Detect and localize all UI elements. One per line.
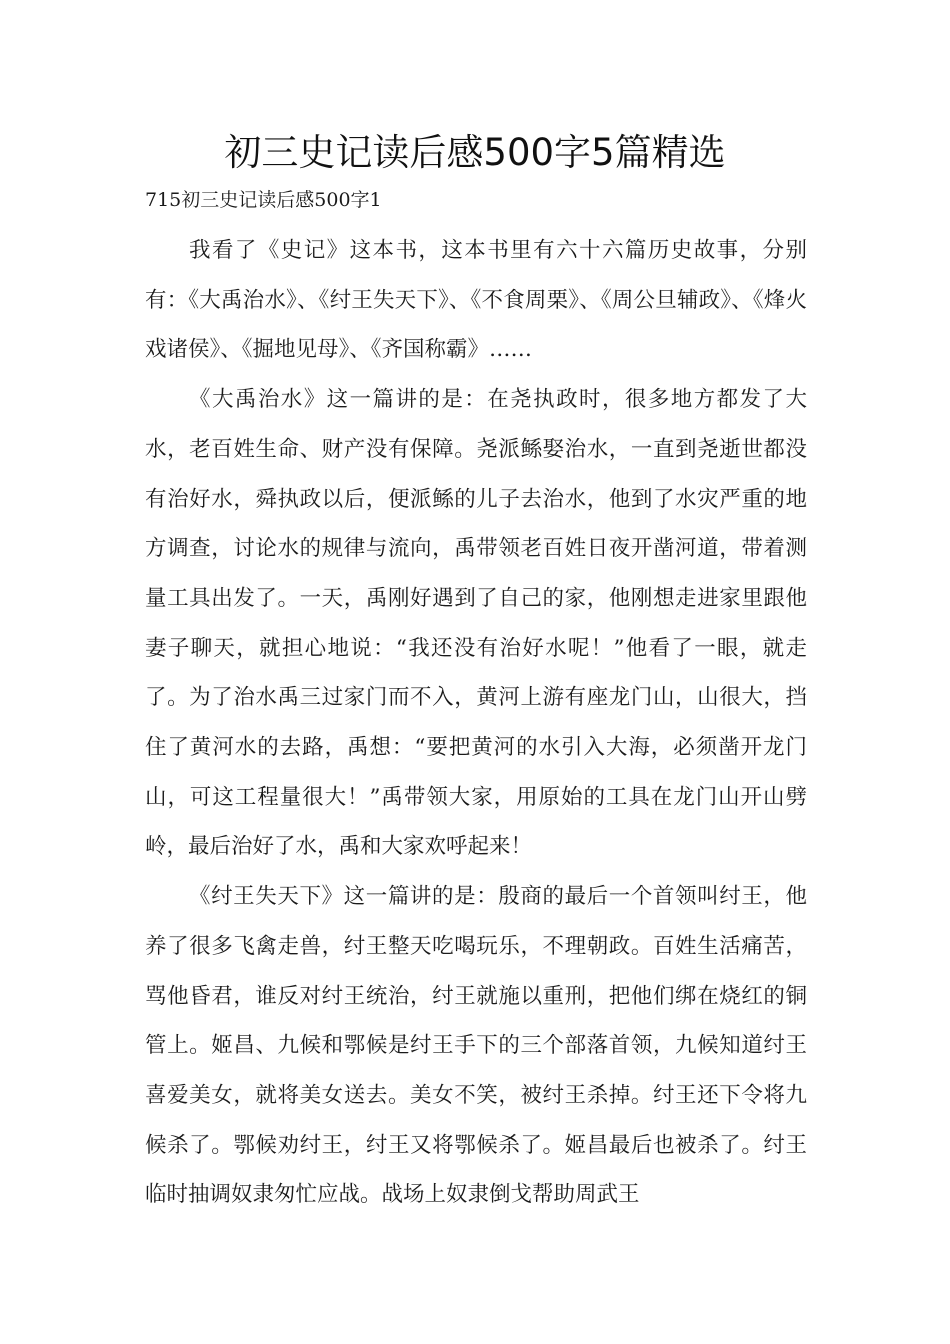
document-body (145, 226, 807, 1220)
paragraph-dayu-zhishui: 《大禹治水》这一篇讲的是：在尧执政时，很多地方都发了大水，老百姓生命、财产没有保障。尧派鲧娶治水，一直到尧逝世都没有治好水，舜执政以后，便派鲧的儿子去治水，他到了水灾严重的地方调查，讨论水的规律与流向，禹带领老百姓日夜开凿河道，带着测量工具出发了。一天，禹刚好遇到了自己的家，他刚想走进家里跟他妻子聊天，就担心地说：“我还没有治好水呢！”他看了一眼，就走了。为了治水禹三过家门而不入，黄河上游有座龙门山，山很大，挡住了黄河水的去路，禹想：“要把黄河的水引入大海，必须凿开龙门山，可这工程量很大！”禹带领大家，用原始的工具在龙门山开山劈岭，最后治好了水，禹和大家欢呼起来！ (145, 387, 807, 860)
paragraph-intro: 我看了《史记》这本书，这本书里有六十六篇历史故事，分别有：《大禹治水》、《纣王失天下》、《不食周栗》、《周公旦辅政》、《烽火戏诸侯》、《掘地见母》、《齐国称霸》…… (145, 238, 807, 363)
paragraph-zhouwang: 《纣王失天下》这一篇讲的是：殷商的最后一个首领叫纣王，他养了很多飞禽走兽，纣王整天吃喝玩乐，不理朝政。百姓生活痛苦，骂他昏君，谁反对纣王统治，纣王就施以重刑，把他们绑在烧红的铜管上。姬昌、九候和鄂候是纣王手下的三个部落首领，九候知道纣王喜爱美女，就将美女送去。美女不笑，被纣王杀掉。纣王还下令将九候杀了。鄂候劝纣王，纣王又将鄂候杀了。姬昌最后也被杀了。纣王临时抽调奴隶匆忙应战。战场上奴隶倒戈帮助周武王 (145, 884, 807, 1208)
section-heading: 715初三史记读后感500字1 (145, 189, 382, 211)
document-title: 初三史记读后感500字5篇精选 (224, 131, 726, 174)
